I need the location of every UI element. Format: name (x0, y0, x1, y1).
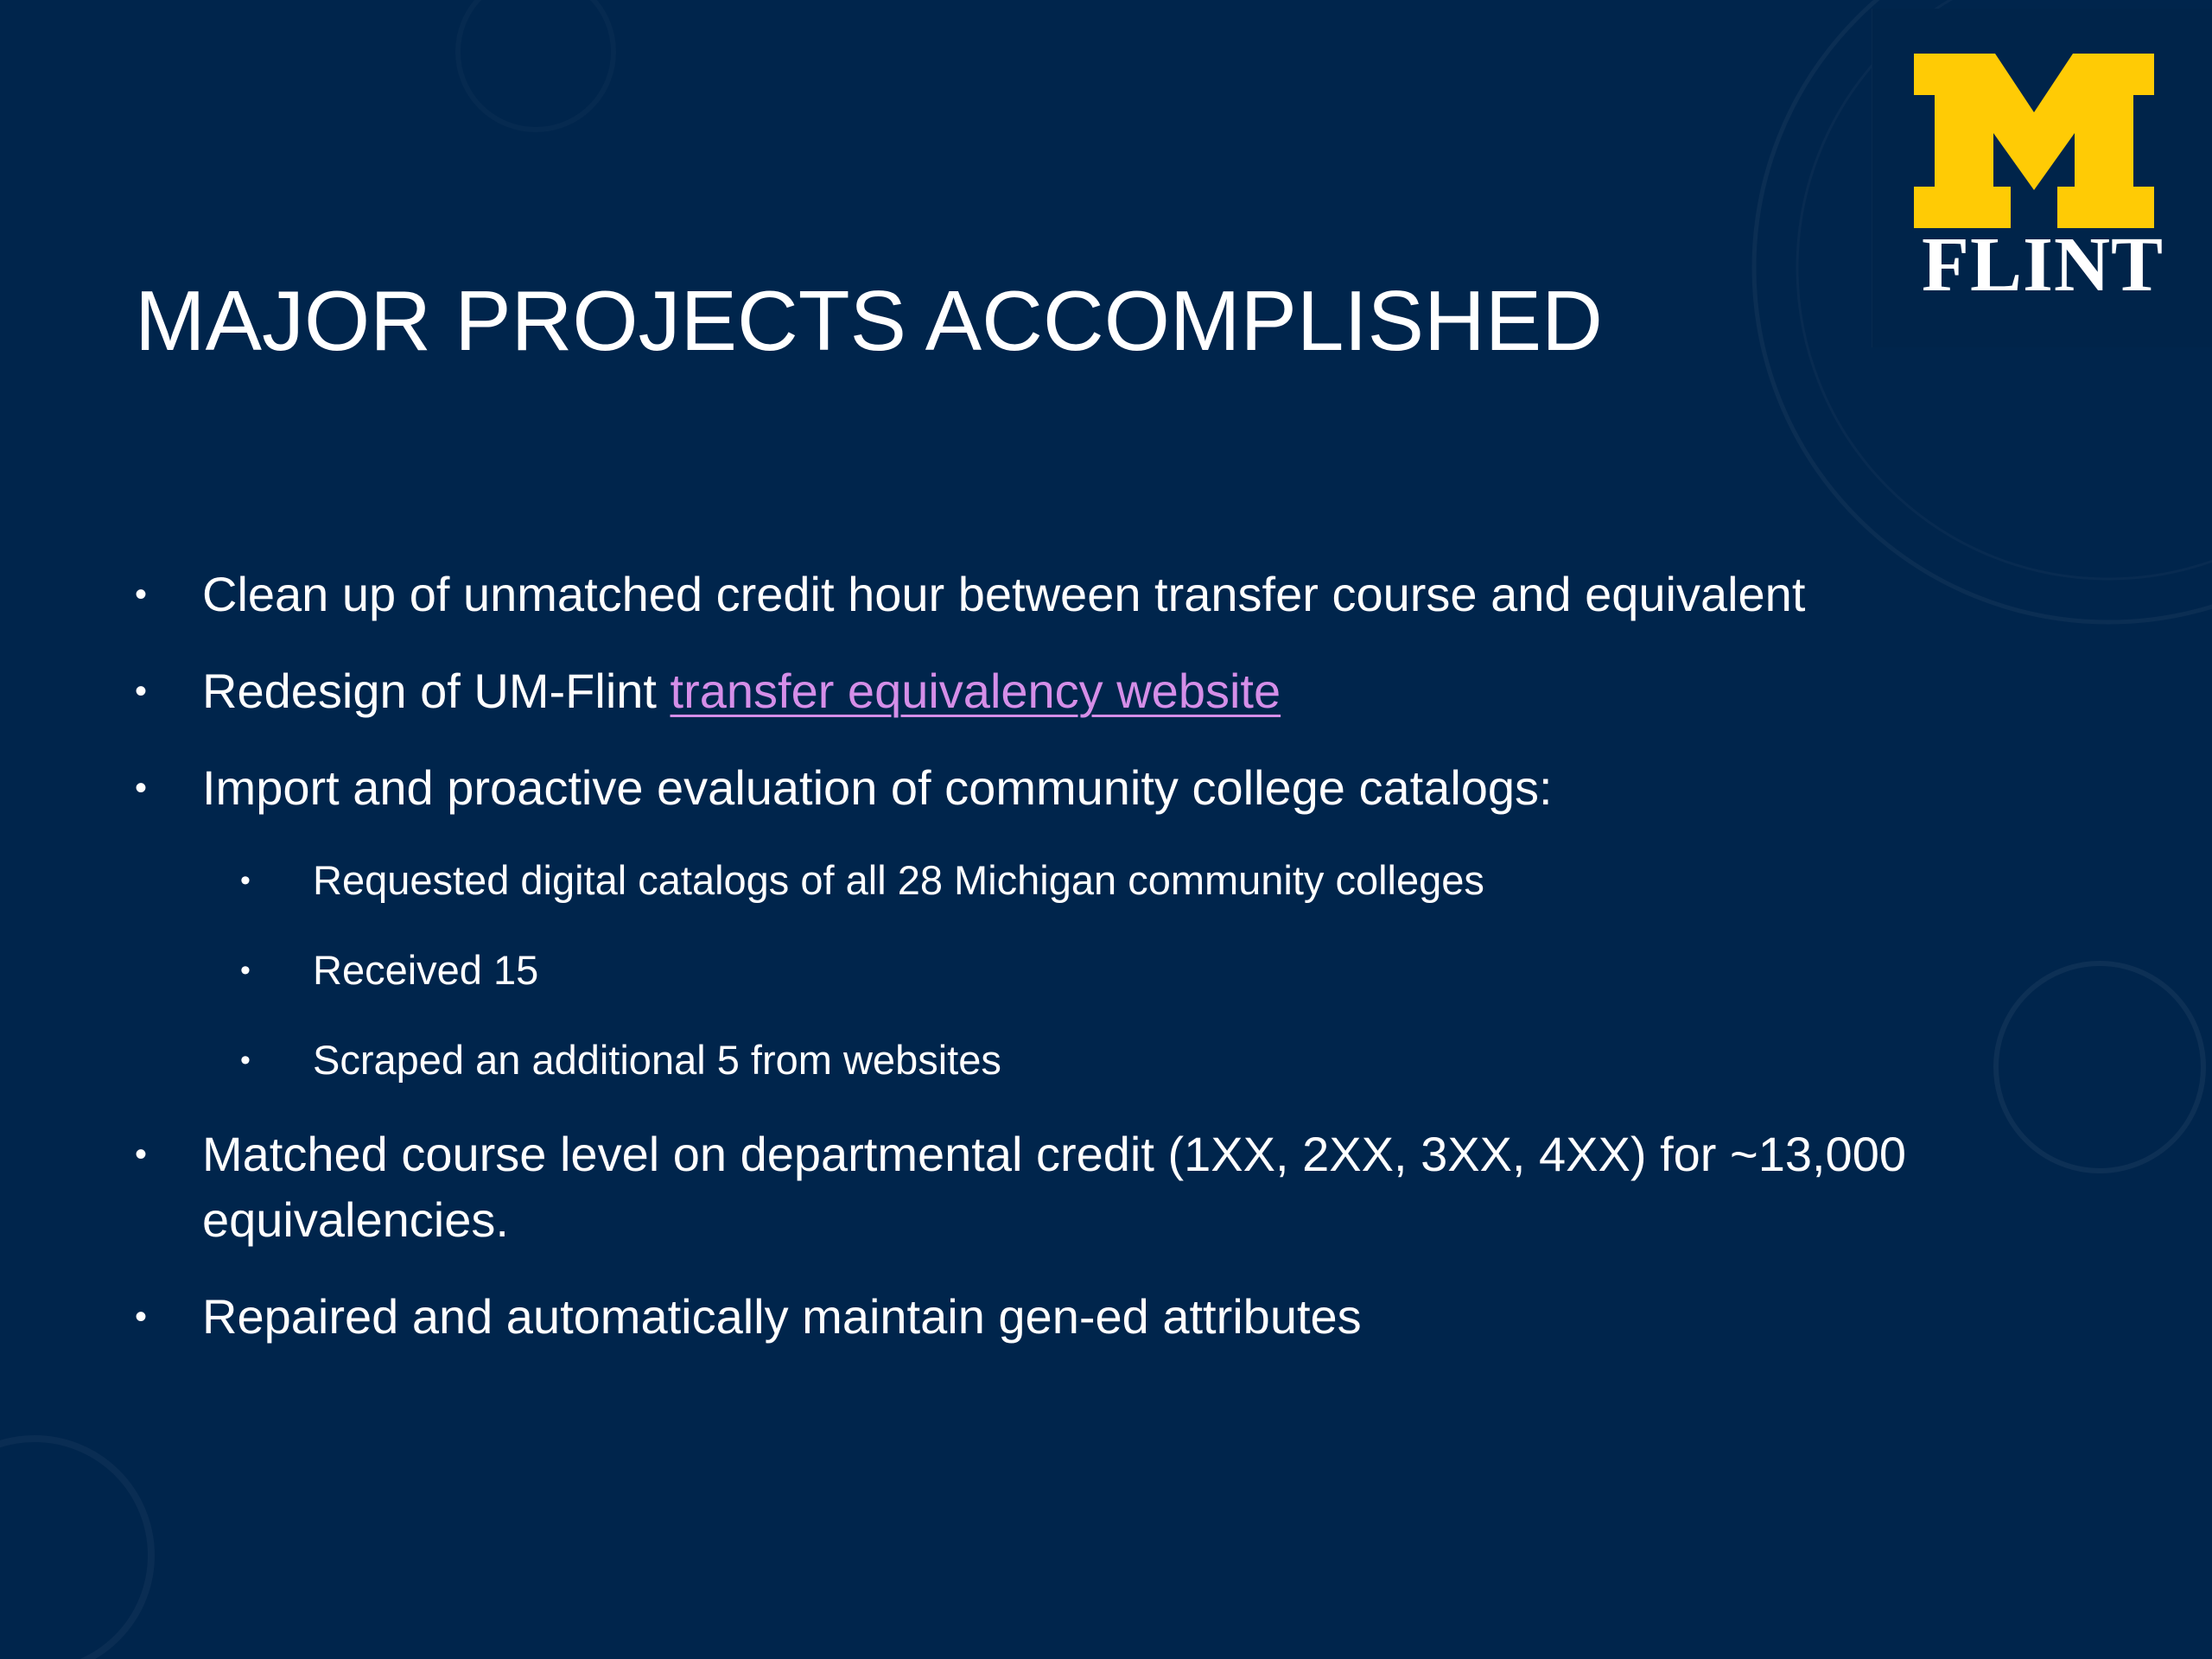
university-logo (1872, 9, 2212, 347)
bullet-icon: • (135, 1298, 148, 1336)
bullet-text: Requested digital catalogs of all 28 Michigan community colleges (313, 857, 1484, 903)
bullet-list (135, 562, 2001, 1381)
bullet-item (135, 1122, 2001, 1253)
sub-bullet-item (135, 1032, 2001, 1089)
bullet-icon: • (135, 769, 148, 807)
bullet-item (135, 755, 2001, 821)
transfer-equivalency-link[interactable]: transfer equivalency website (670, 664, 1281, 718)
bullet-text: Import and proactive evaluation of community college catalogs: (202, 760, 1553, 815)
bullet-text: Repaired and automatically maintain gen-ed attributes (202, 1289, 1362, 1344)
bullet-text: Matched course level on departmental credit (1XX, 2XX, 3XX, 4XX) for ~13,000 equivalencies. (202, 1127, 1906, 1247)
bullet-text: Redesign of UM-Flint (202, 664, 671, 718)
bullet-icon: • (240, 954, 251, 987)
bullet-icon: • (135, 575, 148, 613)
bullet-icon: • (135, 1135, 148, 1173)
bullet-item (135, 658, 2001, 724)
bullet-icon: • (240, 1044, 251, 1077)
slide-title: MAJOR PROJECTS ACCOMPLISHED (135, 273, 1603, 368)
sub-bullet-item (135, 942, 2001, 999)
bullet-text: Clean up of unmatched credit hour between transfer course and equivalent (202, 567, 1806, 621)
block-m-shape (1914, 54, 2154, 228)
bullet-text: Scraped an additional 5 from websites (313, 1037, 1001, 1083)
logo-wordmark: FLINT (1921, 222, 2164, 308)
bullet-item (135, 1284, 2001, 1350)
bullet-icon: • (240, 864, 251, 897)
bullet-text: Received 15 (313, 947, 539, 993)
block-m-icon (1914, 54, 2154, 228)
bullet-icon: • (135, 672, 148, 710)
sub-bullet-item (135, 852, 2001, 909)
bullet-item (135, 562, 2001, 627)
